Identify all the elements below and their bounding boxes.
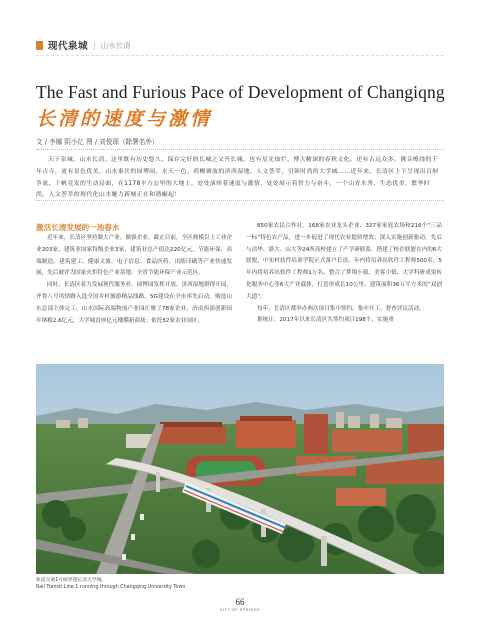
- section-subtitle: 山水长清: [100, 40, 131, 50]
- photo-caption-english: Rail Transit Line 1 running through Changqing University Town: [36, 585, 186, 590]
- section-header: [36, 38, 131, 52]
- photo-caption-chinese: 轨道交通1号线穿越长清大学城。: [36, 578, 107, 583]
- header-divider: [36, 55, 444, 56]
- byline-divider: [36, 149, 444, 150]
- body-paragraph: 据统计，2017年以来长清区共签约项目198个，实施重: [257, 317, 394, 324]
- section-marker-icon: [36, 41, 43, 50]
- lead-divider: [36, 200, 444, 201]
- article-subhead: 激活长清发展的一池春水: [36, 223, 120, 232]
- photo-caption: [36, 577, 185, 591]
- page-number: 66: [235, 597, 245, 607]
- article-title-english: The Fast and Furious Pace of Development of Changiqng: [36, 82, 445, 102]
- article-byline: 文 / 李娜 阴小亿 图 / 刘悦琛（除署名外）: [36, 138, 159, 146]
- section-separator: |: [93, 40, 96, 50]
- body-paragraph: 同时，长清区着力发展现代服务业。园博园发挥开放，济西湿地群得开园，齐鲁八号风情路入选全国乡村旅游精品线路，5G建设在全市率先启动，购选山东总部主体完工，山水国际高端物流产业园汇聚了78家企业，济南西部创新园年纳税2.6亿元，大学城首座亿元楼膜新商场；依托52家农业园区、: [36, 282, 232, 324]
- body-paragraph: 近年来，长清区坚持做大产业，做强企业。截止目前，全区规模以上工业企业203家，建筑业国家特级企业3家，建筑业总产值达220亿元，节能环保、高端制造、建筑建工、健康文旅、电子信息、食品医药、出版印刷等产业快速发展，先后被评为国家火炬特色产业基地、全省节能环保产业示范区。: [36, 235, 232, 277]
- body-paragraph: 每年，长清区都举办两次项目集中签约、集中开工、督查评议活动。: [257, 305, 425, 312]
- body-column-right: [246, 221, 442, 327]
- body-column-left: [36, 233, 232, 327]
- photo-illustration: [36, 364, 444, 574]
- section-title: 现代泉城: [48, 41, 89, 52]
- aerial-photo-rail-line: [36, 364, 444, 574]
- publication-name: CITY OF SPRINGS: [219, 608, 261, 612]
- body-paragraph: 850家农民合作社、168家农业龙头企业、327家家庭农场和216个“三品一标”特色农产品，进一步促进了现代农业提质增效；深入实施创新驱动，先后与清华、浙大、山大等24所高校建立了产学研联系，搭建了校企联盟在内的6大联盟，中实村软件培训学院正式落户长清，年内将培养出软件工程师500名，5年内将培养出软件工程师1万名，整合了梦翔小镇、美客小镇、大学科研成果转化服务中心等6大产业载体，打造形成长10公里、建筑面积36万平方米的“双创大道”。: [246, 223, 442, 300]
- article-lead: 天下泉城，山水长清。这里既有历史悠久、保存完好的长城之父齐长城，也有星光灿烂、博大精深的春秋文化，还有古远众多、佛音缭绕的千年古寺，更有景色优美、山水秦岳的园博园。水天一色，荷柳塘波的济西湿地、人文荟萃，引领时尚的大学城……近年来，长清区上下呈现出百舸争流、千帆竞发的生动局面，在1178平方公里的大地上，处处演绎着速度与激情，处处展示着智力与奋斗，一个山青水秀、生态优美、繁华时尚、人文荟萃的现代化山水魅力新城正在和谐崛起！: [36, 157, 439, 199]
- article-title-chinese: 长清的速度与激情: [36, 108, 213, 130]
- page-folio: [0, 597, 480, 612]
